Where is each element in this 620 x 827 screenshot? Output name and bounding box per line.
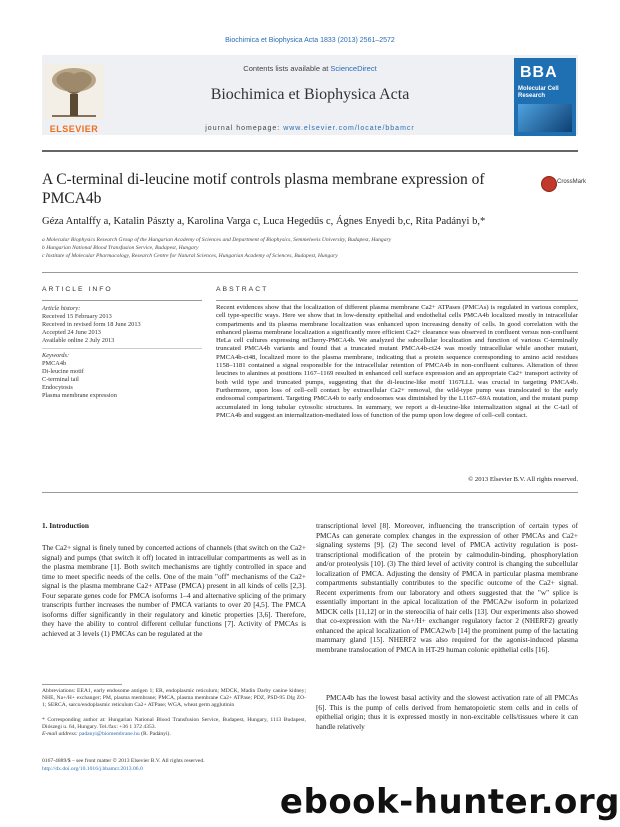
author-list: Géza Antalffy a, Katalin Pászty a, Karolina Varga c, Luca Hegedűs c, Ágnes Enyedi b,c, Rita Padányi b,* — [42, 216, 486, 227]
contents-prefix: Contents lists available at — [243, 64, 331, 73]
footnote-rule — [42, 684, 122, 685]
watermark-text: ebook-hunter.org — [279, 782, 620, 822]
keywords-label: Keywords: — [42, 352, 70, 359]
history-revised: Received in revised form 18 June 2013 — [42, 321, 141, 328]
email-prefix: E-mail address: — [42, 731, 80, 737]
header-rule — [42, 150, 578, 152]
elsevier-tree-logo — [44, 64, 104, 120]
keyword: Di-leucine motif — [42, 368, 84, 375]
article-info-heading: ARTICLE INFO — [42, 286, 113, 293]
email-footnote — [42, 731, 306, 738]
affiliation-rule — [42, 272, 578, 273]
abstract-bottom-rule — [42, 492, 578, 493]
publisher-name: ELSEVIER — [49, 124, 99, 134]
email-link[interactable]: padanyi@biomembrane.hu — [79, 731, 140, 737]
intro-paragraph-left: The Ca2+ signal is finely tuned by concerted actions of channels (that switch on the Ca2+ signal) and pumps (that switch it off) located in intracellular compartments as well as in the plasma membrane [1]. Both switch mechanisms are tightly controlled in space and time to meet specific needs of the cells. One of the main "off" mechanisms of the Ca2+ signal is the plasma membrane Ca2+ ATPase (PMCA) present in all kinds of cells [2,3]. Four separate genes code for PMCA isoforms 1–4 and alternative splicing of the primary transcripts further increases the number of PMCA variants to over 20 [4,5]. The PMCA isoforms differ significantly in their regulatory and kinetic properties [3,6]. Therefore, they have the ability to control different cellular functions [7]. Activity of PMCAs is achieved at 3 levels (1) PMCAs can be regulated at the — [42, 543, 306, 638]
article-title: A C-terminal di-leucine motif controls plasma membrane expression of PMCA4b — [42, 171, 485, 207]
front-matter-line: 0167-4889/$ – see front matter © 2013 Elsevier B.V. All rights reserved. — [42, 758, 205, 764]
journal-title: Biochimica et Biophysica Acta — [210, 86, 410, 103]
affiliation-b: b Hungarian National Blood Transfusion Service, Budapest, Hungary — [42, 245, 199, 251]
watermark — [0, 782, 620, 827]
abstract-body: Recent evidences show that the localization of different plasma membrane Ca2+ ATPases (PMCAs) is regulated in various complex, cell type-specific ways. Here we show that in low-density epithelial and endothelial cells PMCA4b localized mostly in intracellular compartments and its plasma membrane localization was enhanced upon increasing density of cells. In good correlation with the enhanced plasma membrane localization a significantly more efficient Ca2+ clearance was observed in confluent versus non-confluent HeLa cell cultures expressing mCherry-PMCA4b. We analyzed the subcellular localization and function of various C-terminally truncated PMCA4b variants and found that a truncated mutant PMCA4b-ct24 was mostly intracellular while another mutant, PMCA4b-ct48, localized more to the plasma membrane, indicating that a protein sequence corresponding to amino acid residues 1158–1181 contained a signal responsible for the intracellular retention of PMCA4b in non-confluent cultures. Alteration of three leucines to alanines at positions 1167–1169 resulted in enhanced cell surface expression and an appropriate Ca2+ transport activity of both wild type and truncated pumps, suggesting that the di-leucine-like motif 1167LLL was crucial in targeting PMCA4b. Furthermore, upon loss of cell–cell contact by extracellular Ca2+ removal, the wild-type pump was translocated to the early endosomal compartment. Targeting PMCA4b to early endosomes was diminished by the L1167–69A mutation, and the mutant pump accumulated in long tubular cytosolic structures. In summary, we report a di-leucine-like internalization signal at the C-tail of PMCA4b and suggest an internalization-mediated loss of function of the pump upon low degree of cell–cell contact. — [216, 304, 578, 419]
journal-cover-image — [514, 58, 576, 136]
doi-link[interactable]: http://dx.doi.org/10.1016/j.bbamcr.2013.06.0 — [42, 766, 143, 772]
section-title: 1. Introduction — [42, 521, 89, 530]
keyword: PMCA4b — [42, 360, 67, 367]
homepage-prefix: journal homepage: — [205, 125, 284, 132]
email-suffix: (R. Padányi). — [139, 731, 171, 737]
history-received: Received 15 February 2013 — [42, 313, 112, 320]
article-info-rule — [42, 300, 202, 301]
affiliation-c: c Institute of Molecular Pharmacology, Research Centre for Natural Sciences, Hungarian Academy of Sciences, Budapest, Hungary — [42, 253, 338, 259]
cover-artwork — [518, 104, 572, 132]
crossmark-icon — [541, 176, 557, 192]
history-accepted: Accepted 24 June 2013 — [42, 329, 101, 336]
abstract-rule — [216, 300, 578, 301]
keyword: C-terminal tail — [42, 376, 79, 383]
crossmark-label: CrossMark — [557, 179, 587, 185]
journal-citation[interactable]: Biochimica et Biophysica Acta 1833 (2013) 2561–2572 — [225, 37, 395, 44]
history-label: Article history: — [42, 305, 81, 312]
cover-subtitle: Molecular Cell Research — [518, 86, 559, 99]
intro-paragraph-right-2: PMCA4b has the lowest basal activity and the slowest activation rate of all PMCAs [6]. This is the pump of cells derived from hematopoietic stem cells and in cells of epithelial origin; thus it is expressed mostly in non-excitable cells/tissues where it can handle relatively — [316, 693, 578, 731]
intro-paragraph-right: transcriptional level [8]. Moreover, influencing the transcription of certain types of PMCAs can generate complex changes in the expression of other PMCAs and Ca2+ signaling systems [9]. (2) The second level of PMCA activity regulation is post-transcriptional modification of the protein by calmodulin-binding, phosphorylation and/or proteolysis [10]. (3) The third level of activity control is changing the subcellular localization of PMCA. Adjusting the density of PMCA in particular plasma membrane compartments substantially contributes to the specific outcome of the Ca2+ signal. Recent experiments from our laboratory and others suggested that the "w" splice is essentially important in the apical localization of the PMCA2w isoform in polarized MDCK cells [11,12] or in the stereocilia of hair cells [13]. Our experiments also showed that co-expression with the Na+/H+ exchanger regulatory factor 2 (NHERF2) greatly enhanced the apical localization of PMCA2w/b [14] the prominent pump of the lactating mammary gland [15]. NHERF2 was also required for the agonist-induced plasma membrane translocation of PMCA in HT-29 human colonic epithelial cells [16]. — [316, 521, 578, 654]
abstract-heading: ABSTRACT — [216, 286, 269, 293]
affiliation-a: a Molecular Biophysics Research Group of the Hungarian Academy of Sciences and Department of Biophysics, Semmelweis University, Budapest, Hungary — [42, 237, 392, 243]
cover-title: BBA — [520, 64, 558, 81]
history-online: Available online 2 July 2013 — [42, 337, 115, 344]
contents-line — [120, 64, 500, 73]
crossmark-badge[interactable] — [541, 176, 587, 192]
sciencedirect-link[interactable]: ScienceDirect — [330, 64, 377, 73]
keywords-rule — [42, 348, 202, 349]
keyword: Endocytosis — [42, 384, 73, 391]
abbreviations-footnote: Abbreviations: EEA1, early endosome antigen 1; ER, endoplasmic reticulum; MDCK, Madin Darby canine kidney; NHE, Na+/H+ exchanger; PM, plasma membrane; PMCA, plasma membrane Ca2+ ATPase; PDZ, PSD-95 Dlg ZO-1; SERCA, sarco/endoplasmic reticulum Ca2+ ATPase; WGA, wheat germ agglutinin — [42, 688, 306, 708]
journal-homepage — [120, 125, 500, 132]
copyright-notice: © 2013 Elsevier B.V. All rights reserved. — [468, 476, 578, 483]
corresponding-author-footnote: * Corresponding author at: Hungarian National Blood Transfusion Service, Budapest, Hungary, 1113 Budapest, Diószegi u. 64, Hungary. Tel./fax: +36 1 372 4353. — [42, 717, 306, 730]
homepage-link[interactable]: www.elsevier.com/locate/bbamcr — [283, 125, 415, 132]
keyword: Plasma membrane expression — [42, 392, 117, 399]
